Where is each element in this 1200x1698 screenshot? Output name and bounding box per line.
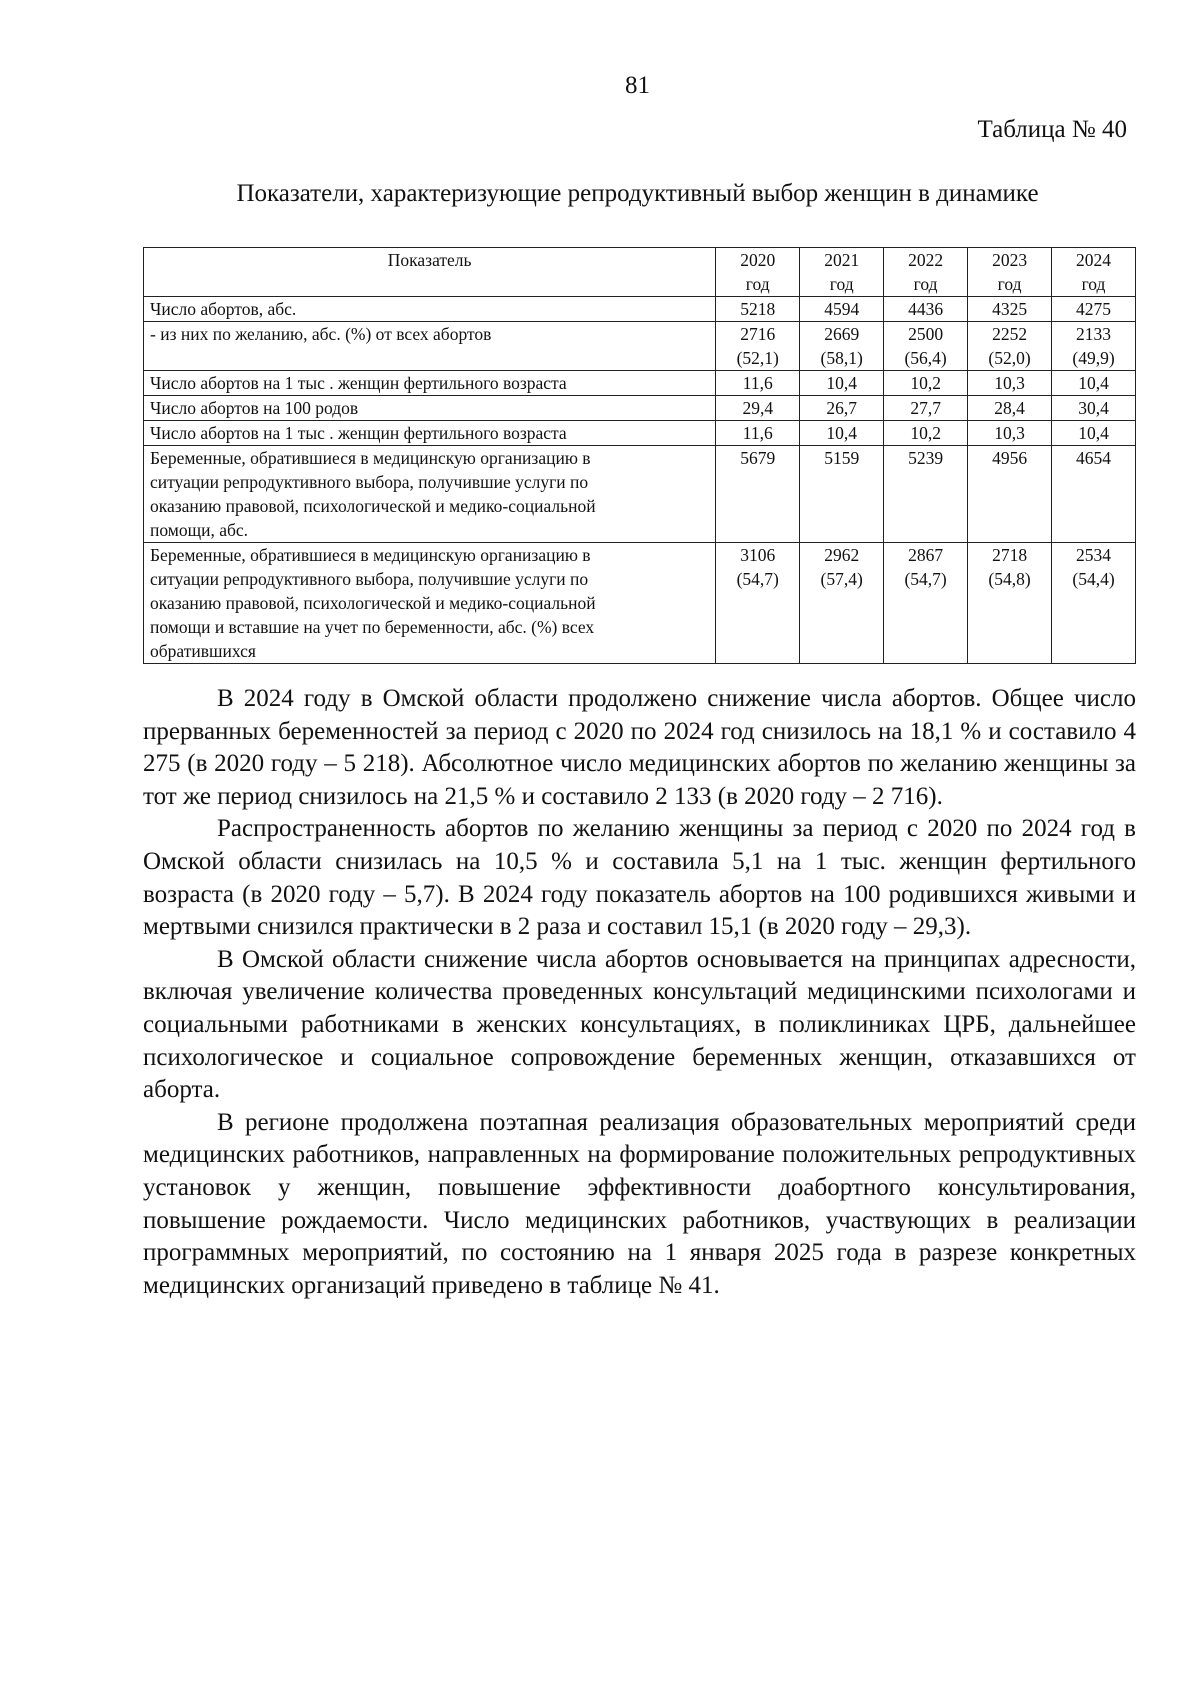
value-cell: 3106 (54,7) [716, 543, 800, 664]
value-cell: 2500 (56,4) [884, 322, 968, 371]
value-cell: 4325 [968, 297, 1052, 322]
row-label: Число абортов на 1 тыс . женщин фертильного возраста [144, 421, 716, 446]
value-cell: 10,3 [968, 371, 1052, 396]
value-cell: 26,7 [800, 396, 884, 421]
value-cell: 4956 [968, 446, 1052, 543]
header-year-2022: 2022 год [884, 248, 968, 297]
value-cell: 5159 [800, 446, 884, 543]
value-cell: 2252 (52,0) [968, 322, 1052, 371]
row-label: Число абортов на 1 тыс . женщин фертильного возраста [144, 371, 716, 396]
value-cell: 29,4 [716, 396, 800, 421]
paragraph: В 2024 году в Омской области продолжено снижение числа абортов. Общее число прерванных беременностей за период с 2020 по 2024 год снизилось на 18,1 % и составило 4 275 (в 2020 году – 5 218). Абсолютное число медицинских абортов по желанию женщины за тот же период снизилось на 21,5 % и составило 2 133 (в 2020 году – 2 716). [143, 685, 1136, 810]
table-row [144, 543, 1136, 664]
value-cell: 11,6 [716, 421, 800, 446]
header-year-2021: 2021 год [800, 248, 884, 297]
value-cell: 10,2 [884, 421, 968, 446]
row-label: Число абортов на 100 родов [144, 396, 716, 421]
table-row [144, 421, 1136, 446]
body-text [143, 683, 1136, 1302]
header-year-2023: 2023 год [968, 248, 1052, 297]
value-cell: 2962 (57,4) [800, 543, 884, 664]
value-cell: 11,6 [716, 371, 800, 396]
value-cell: 30,4 [1052, 396, 1136, 421]
value-cell: 2716 (52,1) [716, 322, 800, 371]
value-cell: 10,4 [800, 421, 884, 446]
value-cell: 5239 [884, 446, 968, 543]
value-cell: 4275 [1052, 297, 1136, 322]
header-year-2020: 2020 год [716, 248, 800, 297]
table-row [144, 446, 1136, 543]
table-row [144, 396, 1136, 421]
row-label: Беременные, обратившиеся в медицинскую организацию в ситуации репродуктивного выбора, получившие услуги по оказанию правовой, психологической и медико-социальной помощи и вставшие на учет по беременности, абс. (%) всех обратившихся [144, 543, 716, 664]
value-cell: 10,4 [1052, 421, 1136, 446]
table-caption: Таблица № 40 [977, 116, 1127, 143]
row-label: Беременные, обратившиеся в медицинскую организацию в ситуации репродуктивного выбора, получившие услуги по оказанию правовой, психологической и медико-социальной помощи, абс. [144, 446, 716, 543]
value-cell: 27,7 [884, 396, 968, 421]
paragraph: Распространенность абортов по желанию женщины за период с 2020 по 2024 год в Омской области снизилась на 10,5 % и составила 5,1 на 1 тыс. женщин фертильного возраста (в 2020 году – 5,7). В 2024 году показатель абортов на 100 родившихся живыми и мертвыми снизился практически в 2 раза и составил 15,1 (в 2020 году – 29,3). [143, 815, 1136, 941]
value-cell: 5679 [716, 446, 800, 543]
value-cell: 2718 (54,8) [968, 543, 1052, 664]
value-cell: 28,4 [968, 396, 1052, 421]
value-cell: 2133 (49,9) [1052, 322, 1136, 371]
data-table [143, 247, 1136, 664]
table-row [144, 371, 1136, 396]
paragraph: В Омской области снижение числа абортов основывается на принципах адресности, включая увеличение количества проведенных консультаций медицинскими психологами и социальными работниками в женских консультациях, в поликлиниках ЦРБ, дальнейшее психологическое и социальное сопровождение беременных женщин, отказавшихся от аборта. [143, 945, 1136, 1104]
table-title: Показатели, характеризующие репродуктивный выбор женщин в динамике [236, 180, 1039, 207]
value-cell: 10,4 [1052, 371, 1136, 396]
value-cell: 10,2 [884, 371, 968, 396]
value-cell: 4594 [800, 297, 884, 322]
paragraph: В регионе продолжена поэтапная реализация образовательных мероприятий среди медицинских работников, направленных на формирование положительных репродуктивных установок у женщин, повышение эффективности доабортного консультирования, повышение рождаемости. Число медицинских работников, участвующих в реализации программных мероприятий, по состоянию на 1 января 2025 года в разрезе конкретных медицинских организаций приведено в таблице № 41. [143, 1108, 1136, 1299]
value-cell: 10,4 [800, 371, 884, 396]
table-header-row [144, 248, 1136, 297]
header-indicator: Показатель [144, 248, 716, 297]
value-cell: 2669 (58,1) [800, 322, 884, 371]
row-label: - из них по желанию, абс. (%) от всех абортов [144, 322, 716, 371]
header-year-2024: 2024 год [1052, 248, 1136, 297]
value-cell: 5218 [716, 297, 800, 322]
value-cell: 10,3 [968, 421, 1052, 446]
value-cell: 2534 (54,4) [1052, 543, 1136, 664]
value-cell: 2867 (54,7) [884, 543, 968, 664]
value-cell: 4654 [1052, 446, 1136, 543]
table-row [144, 322, 1136, 371]
row-label: Число абортов, абс. [144, 297, 716, 322]
value-cell: 4436 [884, 297, 968, 322]
table-row [144, 297, 1136, 322]
page-number: 81 [625, 72, 650, 99]
